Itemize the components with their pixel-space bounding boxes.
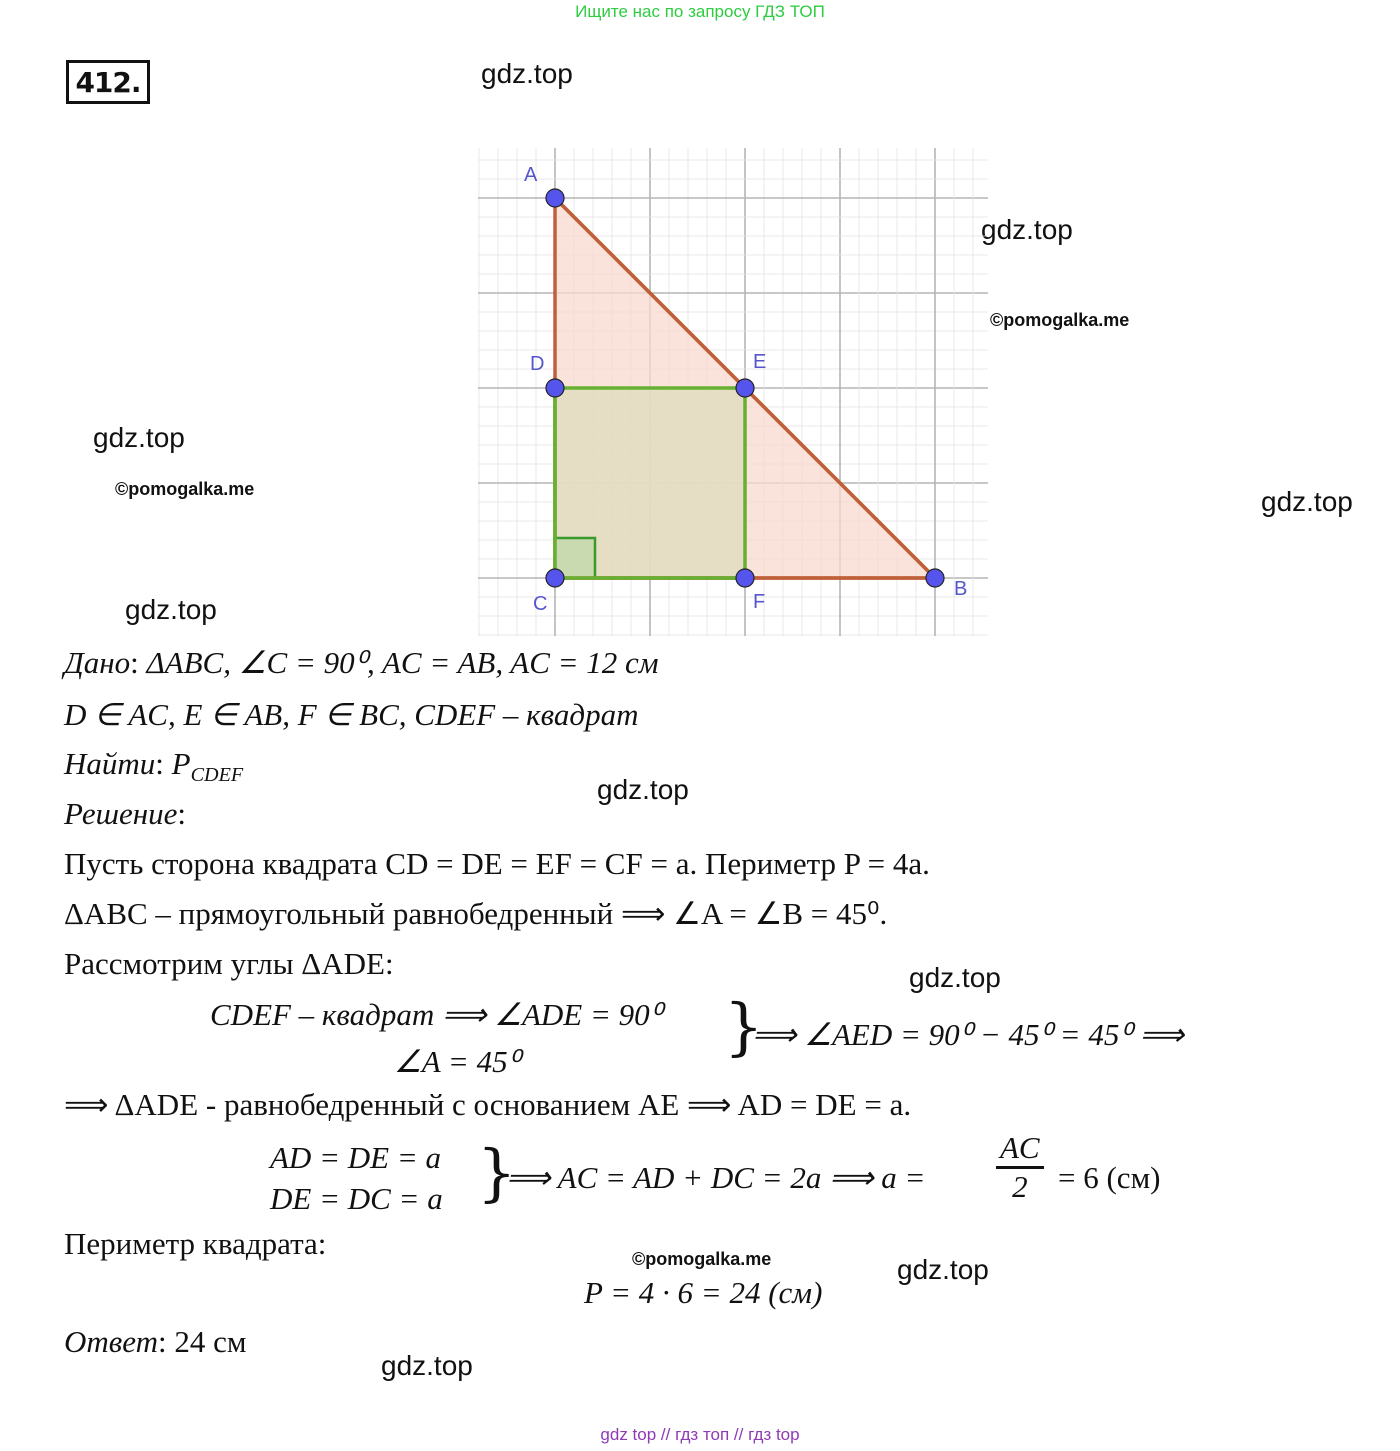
system1-result: ⟹ ∠AED = 90⁰ − 45⁰ = 45⁰ ⟹ [752, 1017, 1184, 1052]
step-4: ⟹ ΔADE - равнобедренный с основанием AE ⟹ AD = DE = a. [64, 1087, 912, 1122]
step-5: Периметр квадрата: [64, 1226, 327, 1261]
system2-tail: = 6 (см) [1058, 1160, 1161, 1195]
step-3: Рассмотрим углы ΔADE: [64, 946, 394, 981]
solution-label: Решение [64, 796, 178, 831]
bottom-links[interactable]: gdz top // гдз топ // гдз top [600, 1425, 800, 1444]
watermark-gdz: gdz.top [381, 1350, 473, 1381]
system1-line-b: ∠A = 45⁰ [394, 1044, 521, 1079]
point-e [736, 379, 754, 397]
watermark-gdz: gdz.top [125, 594, 217, 625]
point-f [736, 569, 754, 587]
find-line: Найти: $P_{CDEF}$ [64, 746, 244, 787]
watermark-gdz: gdz.top [481, 58, 573, 89]
watermark-pomogalka: ©pomogalka.me [115, 479, 255, 499]
given-line-1: Дано: ΔABC, ∠C = 90⁰, AC = AB, AC = 12 см [64, 645, 659, 680]
solution-heading: Решение: [64, 796, 186, 831]
point-d [546, 379, 564, 397]
fraction-numerator: AC [996, 1130, 1044, 1169]
watermark-gdz: gdz.top [909, 962, 1001, 993]
watermark-gdz: gdz.top [981, 214, 1073, 245]
label-f: F [753, 591, 766, 613]
given-label: Дано [64, 645, 131, 680]
point-b [926, 569, 944, 587]
geometry-figure [478, 148, 988, 636]
find-label: Найти [64, 746, 156, 781]
label-b: B [954, 578, 968, 600]
fraction-denominator: 2 [1012, 1169, 1028, 1204]
system1-line-a: CDEF – квадрат ⟹ ∠ADE = 90⁰ [210, 997, 663, 1032]
answer-line: Ответ: 24 см [64, 1324, 247, 1359]
perimeter-formula: P = 4 · 6 = 24 (см) [584, 1275, 823, 1310]
system2-result: ⟹ AC = AD + DC = 2a ⟹ a = [506, 1160, 926, 1195]
given-text-1: ΔABC, ∠C = 90⁰, AC = AB, AC = 12 см [146, 645, 659, 680]
label-c: C [533, 593, 548, 615]
step-1: Пусть сторона квадрата CD = DE = EF = CF = a. Периметр P = 4a. [64, 846, 930, 881]
fraction-ac-over-2 [996, 1130, 1044, 1205]
system2-line-b: DE = DC = a [270, 1181, 443, 1216]
point-c [546, 569, 564, 587]
point-a [546, 189, 564, 207]
watermark-gdz: gdz.top [597, 774, 689, 805]
watermark-gdz: gdz.top [1261, 486, 1353, 517]
system1-brace: } [724, 990, 764, 1063]
system2-brace: } [477, 1136, 517, 1209]
find-value: P [171, 746, 191, 781]
problem-number: 412. [66, 60, 150, 104]
step-2: ΔABC – прямоугольный равнобедренный ⟹ ∠A = ∠B = 45⁰. [64, 896, 888, 931]
given-line-2: D ∈ AC, E ∈ AB, F ∈ BC, CDEF – квадрат [64, 697, 639, 732]
label-a: A [524, 164, 538, 186]
system2-line-a: AD = DE = a [270, 1140, 441, 1175]
watermark-gdz: gdz.top [93, 422, 185, 453]
top-banner-link[interactable]: Ищите нас по запросу ГДЗ ТОП [575, 2, 825, 21]
label-d: D [530, 353, 545, 375]
find-subscript: CDEF [190, 764, 244, 787]
watermark-gdz: gdz.top [897, 1254, 989, 1285]
watermark-pomogalka: ©pomogalka.me [990, 310, 1130, 330]
answer-value: 24 см [174, 1324, 247, 1359]
label-e: E [753, 351, 767, 373]
answer-label: Ответ [64, 1324, 158, 1359]
watermark-pomogalka: ©pomogalka.me [632, 1249, 772, 1269]
